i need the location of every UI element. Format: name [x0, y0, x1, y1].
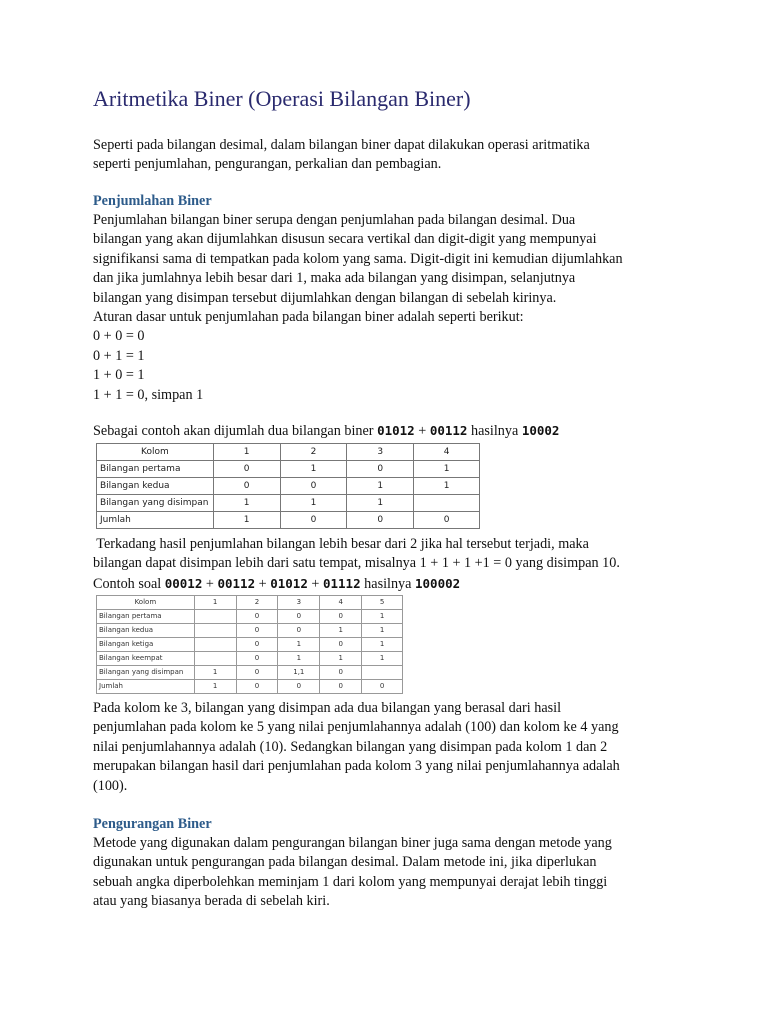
table-cell: Bilangan ketiga [97, 638, 195, 652]
addition-table-2 [96, 595, 403, 694]
example2-plus: + [255, 575, 271, 592]
table-cell: 1 [194, 680, 236, 694]
table-cell: 0 [213, 478, 280, 495]
table-cell: 1 [362, 638, 403, 652]
table-cell: 0 [320, 666, 362, 680]
paragraph-line: signifikansi sama di tempatkan pada kolom yang sama. Digit-digit ini kemudian dijumlahkan [93, 250, 623, 267]
table-cell: 1,1 [278, 666, 320, 680]
paragraph-line: dan jika jumlahnya lebih besar dari 1, maka ada bilangan yang disimpan, selanjutnya [93, 270, 576, 287]
table-cell: 0 [280, 512, 347, 529]
table-cell: 1 [414, 461, 480, 478]
table-header-cell: 1 [213, 444, 280, 461]
table-row [97, 638, 403, 652]
table-cell: 0 [236, 610, 278, 624]
table-cell: 0 [280, 478, 347, 495]
paragraph-line: sebuah angka diperbolehkan meminjam 1 dari kolom yang mempunyai derajat lebih tinggi [93, 873, 608, 890]
addition-table-1 [96, 443, 480, 529]
table-cell: Bilangan kedua [97, 478, 214, 495]
rule-line: 1 + 1 = 0, simpan 1 [93, 386, 204, 403]
table-cell: 1 [320, 624, 362, 638]
paragraph-line: digunakan untuk pengurangan pada bilangan desimal. Dalam metode ini, jika diperlukan [93, 854, 597, 871]
table-cell: 1 [280, 461, 347, 478]
table-cell: 1 [362, 624, 403, 638]
table-row [97, 461, 480, 478]
paragraph-line: Metode yang digunakan dalam pengurangan bilangan biner juga sama dengan metode yang [93, 835, 612, 851]
example2-prefix: Contoh soal [93, 575, 165, 592]
example2-operand-d: 01112 [322, 575, 361, 591]
table-cell: 0 [236, 638, 278, 652]
table-cell [194, 638, 236, 652]
example1-prefix: Sebagai contoh akan dijumlah dua bilangan biner [93, 423, 378, 439]
table-cell: 0 [320, 638, 362, 652]
table-cell: 1 [278, 638, 320, 652]
section-heading-pengurangan: Pengurangan Biner [93, 816, 212, 832]
table-cell: 1 [320, 652, 362, 666]
table-row [97, 478, 480, 495]
table-header-row [97, 596, 403, 610]
table-header-cell: Kolom [97, 596, 195, 610]
table-cell: Jumlah [97, 680, 195, 694]
table-cell: 0 [278, 680, 320, 694]
table-cell: 1 [347, 495, 414, 512]
table-header-cell: 4 [414, 444, 480, 461]
table-cell: 0 [236, 652, 278, 666]
paragraph-line: (100). [93, 777, 128, 794]
table-cell: 1 [347, 478, 414, 495]
table-cell: 1 [362, 610, 403, 624]
paragraph-line: Pada kolom ke 3, bilangan yang disimpan ada dua bilangan yang berasal dari hasil [93, 700, 562, 716]
table-row [97, 624, 403, 638]
table-cell: Bilangan pertama [97, 610, 195, 624]
paragraph-line: bilangan dapat disimpan lebih dari satu tempat, misalnya 1 + 1 + 1 +1 = 0 yang disimpan 10. [93, 555, 620, 572]
table-cell: 0 [236, 624, 278, 638]
intro-paragraph [93, 136, 683, 175]
table-cell [194, 610, 236, 624]
paragraph-line: bilangan yang akan dijumlahkan disusun secara vertikal dan digit-digit yang mempunyai [93, 231, 597, 248]
example1-result: 10002 [521, 423, 560, 438]
example1-operand-b: 00112 [429, 423, 468, 438]
table-header-cell: 3 [347, 444, 414, 461]
paragraph-line: atau yang biasanya berada di sebelah kiri. [93, 893, 330, 910]
rule-line: 0 + 0 = 0 [93, 328, 145, 345]
table-cell: Bilangan kedua [97, 624, 195, 638]
table-cell: 1 [194, 666, 236, 680]
table-cell: 1 [362, 652, 403, 666]
table-cell: 0 [347, 461, 414, 478]
table-cell: Jumlah [97, 512, 214, 529]
table-cell: 1 [414, 478, 480, 495]
example2-operand-a: 00012 [164, 575, 203, 591]
table-cell [194, 652, 236, 666]
intro-line: seperti penjumlahan, pengurangan, perkalian dan pembagian. [93, 156, 442, 173]
table-row [97, 610, 403, 624]
table-cell: 0 [362, 680, 403, 694]
example1-mid: hasilnya [467, 423, 522, 439]
table-cell [362, 666, 403, 680]
table-row [97, 680, 403, 694]
penjumlahan-paragraph-2 [93, 535, 683, 594]
table-header-cell: 4 [320, 596, 362, 610]
example1-plus: + [414, 423, 430, 439]
table-cell: 0 [414, 512, 480, 529]
table-row [97, 666, 403, 680]
table-header-cell: Kolom [97, 444, 214, 461]
table-cell: 0 [320, 610, 362, 624]
paragraph-line: Aturan dasar untuk penjumlahan pada bilangan biner adalah seperti berikut: [93, 309, 524, 326]
paragraph-line: merupakan bilangan hasil dari penjumlahan pada kolom 3 yang nilai penjumlahannya adalah [93, 758, 620, 775]
example2-result: 100002 [415, 575, 461, 591]
table-header-row [97, 444, 480, 461]
table-header-cell: 2 [280, 444, 347, 461]
example2-mid: hasilnya [360, 575, 415, 592]
pengurangan-paragraph [93, 834, 683, 912]
table-header-cell: 2 [236, 596, 278, 610]
paragraph-line: bilangan yang disimpan tersebut dijumlahkan dengan bilangan di sebelah kirinya. [93, 289, 557, 306]
table-cell: 0 [213, 461, 280, 478]
table-cell: 0 [236, 666, 278, 680]
page-title: Aritmetika Biner (Operasi Bilangan Biner) [93, 86, 471, 111]
example2-operand-b: 00112 [217, 575, 256, 591]
table-cell: 0 [320, 680, 362, 694]
paragraph-line: penjumlahan pada kolom ke 5 yang nilai penjumlahannya adalah (100) dan kolom ke 4 yang [93, 719, 619, 736]
table-cell: 0 [278, 610, 320, 624]
table-cell: 1 [213, 495, 280, 512]
intro-line: Seperti pada bilangan desimal, dalam bilangan biner dapat dilakukan operasi aritmatika [93, 137, 590, 153]
example1-line [93, 421, 683, 441]
table-cell: Bilangan pertama [97, 461, 214, 478]
penjumlahan-paragraph [93, 211, 683, 405]
example1-operand-a: 01012 [377, 423, 415, 438]
rule-line: 0 + 1 = 1 [93, 347, 145, 364]
table-header-cell: 3 [278, 596, 320, 610]
table-cell: 0 [347, 512, 414, 529]
table-cell [414, 495, 480, 512]
table-header-cell: 1 [194, 596, 236, 610]
example2-plus: + [202, 575, 218, 592]
table-cell: 0 [278, 624, 320, 638]
table-cell: Bilangan yang disimpan [97, 666, 195, 680]
paragraph-line: nilai penjumlahannya adalah (10). Sedangkan bilangan yang disimpan pada kolom 1 dan 2 [93, 738, 608, 755]
example2-plus: + [307, 575, 323, 592]
table-row [97, 652, 403, 666]
example2-operand-c: 01012 [270, 575, 308, 591]
penjumlahan-paragraph-3 [93, 699, 683, 796]
table-cell [194, 624, 236, 638]
table-row [97, 512, 480, 529]
table-header-cell: 5 [362, 596, 403, 610]
rule-line: 1 + 0 = 1 [93, 367, 145, 384]
table-cell: 0 [236, 680, 278, 694]
table-row [97, 495, 480, 512]
table-cell: 1 [278, 652, 320, 666]
table-cell: 1 [213, 512, 280, 529]
table-cell: 1 [280, 495, 347, 512]
table-cell: Bilangan yang disimpan [97, 495, 214, 512]
section-heading-penjumlahan: Penjumlahan Biner [93, 193, 212, 209]
table-cell: Bilangan keempat [97, 652, 195, 666]
paragraph-line: Terkadang hasil penjumlahan bilangan lebih besar dari 2 jika hal tersebut terjadi, maka [93, 536, 589, 552]
paragraph-line: Penjumlahan bilangan biner serupa dengan penjumlahan pada bilangan desimal. Dua [93, 212, 576, 228]
